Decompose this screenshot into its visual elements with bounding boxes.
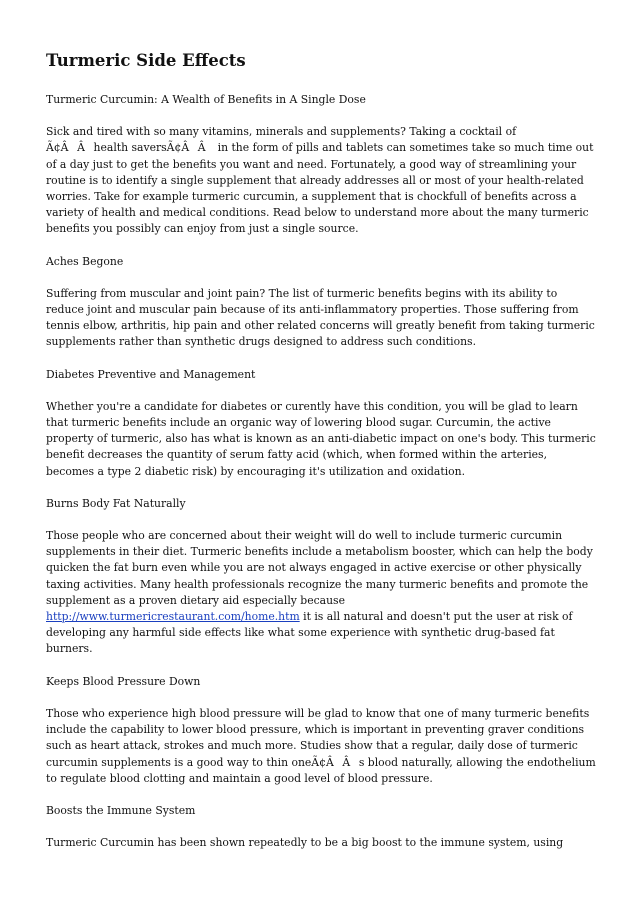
section-body-fat-after-link: it is all natural and doesn't put the user at risk of developing any harmful side effects like what some experience with synthetic drug-based fat burners. [46,610,573,656]
intro-paragraph: Sick and tired with so many vitamins, minerals and supplements? Taking a cocktail of Ã¢ÂÂhealth saversÃ¢ÂÂ in the form of pills and tablets can sometimes take so much time out of a day just to get the benefits you want and need. Fortunately, a good way of streamlining your routine is to identify a single supplement that already addresses all or most of your health-related worries. Take for example turmeric curcumin, a supplement that is chockfull of benefits across a variety of health and medical conditions. Read below to understand more about the many turmeric benefits you possibly can enjoy from just a single source. [46,125,594,236]
section-body-fat-before-link: Those people who are concerned about their weight will do well to include turmeric curcumin supplements in their diet. Turmeric benefits include a metabolism booster, which can help the body quicken the fat burn even while you are not always engaged in active exercise or other physically taxing activities. Many health professionals recognize the many turmeric benefits and promote the supplement as a proven dietary aid especially because [46,529,593,607]
turmeric-restaurant-link[interactable]: http://www.turmericrestaurant.com/home.htm [46,610,300,624]
section-body-aches: Suffering from muscular and joint pain? The list of turmeric benefits begins with its ability to reduce joint and muscular pain because of its anti-inflammatory properties. Those suffering from tennis elbow, arthritis, hip pain and other related concerns will greatly benefit from taking turmeric supplements rather than synthetic drugs designed to address such conditions. [46,286,595,349]
section-heading-aches: Aches Begone [46,254,124,268]
section-body-diabetes: Whether you're a candidate for diabetes or curently have this condition, you will be glad to learn that turmeric benefits include an organic way of lowering blood sugar. Curcumin, the active property of turmeric, also has what is known as an anti-diabetic impact on one's body. This turmeric benefit decreases the quantity of serum fatty acid (which, when formed within the arteries, becomes a type 2 diabetic risk) by encouraging it's utilization and oxidation. [46,399,596,478]
section-heading-fat: Burns Body Fat Naturally [46,496,186,510]
section-heading-blood-pressure: Keeps Blood Pressure Down [46,674,201,688]
section-heading-immune: Boosts the Immune System [46,803,196,817]
section-heading-diabetes: Diabetes Preventive and Management [46,367,256,381]
section-body-immune: Turmeric Curcumin has been shown repeatedly to be a big boost to the immune system, using [46,836,564,850]
section-body-fat [46,528,598,658]
subtitle: Turmeric Curcumin: A Wealth of Benefits in A Single Dose [46,93,366,106]
document-page [46,50,598,867]
document-title: Turmeric Side Effects [46,51,246,70]
section-body-blood-pressure: Those who experience high blood pressure will be glad to know that one of many turmeric benefits include the capability to lower blood pressure, which is important in preventing graver conditions such as heart attack, strokes and much more. Studies show that a regular, daily dose of turmeric curcumin supplements is a good way to thin oneÃ¢ÂÂs blood naturally, allowing the endothelium to regulate blood clotting and maintain a good level of blood pressure. [46,706,596,785]
